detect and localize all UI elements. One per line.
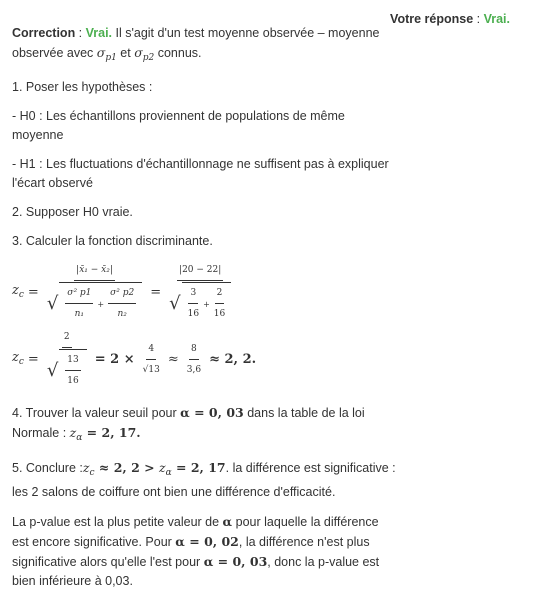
fraction-four — [143, 340, 160, 380]
step-2: 2. Supposer H0 vraie. — [12, 205, 133, 219]
zc-letter: z — [12, 282, 19, 298]
sqrt-thirteen: √13 — [142, 364, 160, 375]
user-answer — [390, 12, 510, 26]
sigma-p2-symbol: σ — [134, 45, 143, 60]
sigma-p2-sub: p2 — [142, 53, 155, 63]
z-alpha — [69, 425, 83, 443]
numeric-2-den: 16 — [213, 309, 226, 319]
z-alpha-sub: α — [76, 433, 83, 443]
step-5-text-b: . la différence est significative : les 2 salons de coiffure ont bien une différence d'efficacité. — [12, 461, 396, 499]
fraction-eight — [187, 340, 201, 380]
step-5-zalpha-letter: z — [158, 460, 166, 475]
numeric-fraction-1 — [188, 284, 199, 324]
fraction-general — [47, 261, 142, 324]
variance-2-num: σ² p2 — [108, 284, 136, 304]
sqrt-icon-2: √ — [169, 292, 181, 314]
zc-sub: c — [18, 289, 24, 300]
sqrt-icon-3: √ — [46, 359, 59, 381]
sigma-p1-sub: p1 — [105, 53, 117, 63]
times-two: = 2 × — [94, 352, 135, 367]
numeric-1-den: 16 — [187, 309, 200, 319]
sigma-p1 — [96, 45, 117, 63]
discriminant-formula — [12, 261, 397, 391]
fraction-numeric — [169, 261, 231, 324]
step-4 — [12, 403, 397, 448]
sqrt-numeric-content — [182, 282, 232, 324]
fraction-two-denominator — [47, 348, 87, 391]
hypothesis-h0: - H0 : Les échantillons proviennent de populations de même moyenne — [12, 109, 345, 142]
plus-sign-2: + — [203, 299, 210, 309]
hypothesis-h1: - H1 : Les fluctuations d'échantillonnage ne suffisent pas à expliquer l'écart observé — [12, 157, 389, 190]
variance-1-den: n₁ — [74, 309, 85, 319]
equals-sign-3: = — [27, 352, 39, 367]
step-5-zalpha — [158, 460, 172, 478]
pvalue-alpha: α — [222, 514, 233, 529]
variance-fraction-1 — [65, 284, 93, 324]
equals-sign-2: = — [150, 285, 162, 300]
formula-row-1 — [12, 261, 397, 324]
formula-row-2 — [12, 328, 397, 391]
approx-sign: ≈ — [167, 352, 179, 367]
sixteen: 16 — [67, 376, 79, 386]
z-alpha-value: = 2, 17. — [82, 425, 141, 440]
fraction-two — [47, 328, 87, 391]
four: 4 — [146, 340, 156, 360]
zc-sub-2: c — [18, 356, 24, 367]
zc-symbol-2 — [12, 348, 24, 372]
correction-text-2: connus. — [154, 46, 202, 60]
sigma-p1-symbol: σ — [96, 45, 106, 60]
pvalue-text-b: pour laquelle la différence est encore significative. Pour — [12, 515, 379, 549]
variance-1-num: σ² p1 — [65, 284, 93, 304]
three-six: 3,6 — [186, 364, 202, 375]
plus-sign: + — [97, 299, 105, 309]
step-5-comparison: ≈ 2, 2 > — [94, 460, 159, 475]
sigma-p2 — [134, 45, 155, 63]
correction-text-1: Il s'agit d'un test moyenne observée – moyenne observée avec — [12, 26, 380, 60]
fraction-numeric-numerator: |20 − 22| — [177, 261, 223, 281]
step-5-zc-sub: c — [89, 468, 95, 478]
numeric-fraction-2 — [214, 284, 225, 324]
correction-intro — [12, 24, 397, 68]
answer-colon: : — [473, 12, 484, 26]
fraction-numeric-denominator — [169, 281, 231, 324]
thirteen-sixteenths — [65, 351, 80, 391]
answer-label: Votre réponse — [390, 12, 474, 26]
pvalue-text-a: La p-value est la plus petite valeur de — [12, 515, 223, 529]
sqrt-general — [47, 282, 142, 324]
correction-block — [12, 24, 397, 601]
z-alpha-letter: z — [69, 425, 77, 440]
step-5-zalpha-sub: α — [165, 468, 172, 478]
numeric-1-num: 3 — [188, 284, 198, 304]
step-5-text-a: 5. Conclure : — [12, 461, 83, 475]
step-4-text-a: 4. Trouver la valeur seuil pour — [12, 406, 181, 420]
zc-symbol — [12, 281, 24, 305]
pvalue-text-c: , la différence n'est plus significative alors qu'elle l'est pour — [12, 535, 370, 569]
sqrt-numeric — [169, 282, 231, 324]
answer-value: Vrai. — [483, 12, 510, 26]
sqrt-icon: √ — [46, 292, 59, 314]
sqrt-two-content — [59, 349, 86, 391]
fraction-general-denominator — [47, 281, 142, 324]
step-5 — [12, 458, 397, 502]
correction-colon: : — [75, 26, 86, 40]
equals-sign: = — [27, 285, 39, 300]
step-4-text-b: dans la table de la loi Normale : — [12, 406, 365, 440]
correction-label: Correction — [12, 26, 76, 40]
step-3: 3. Calculer la fonction discriminante. — [12, 234, 213, 248]
pvalue-text-d: , donc la p-value est bien inférieure à 0,03. — [12, 555, 380, 588]
variance-2-den: n₂ — [117, 309, 127, 319]
pvalue-alpha-002: α = 0, 02 — [175, 534, 239, 549]
step-5-zc — [82, 460, 95, 478]
step-5-zalpha-value: = 2, 17 — [171, 460, 226, 475]
step-5-zc-letter: z — [82, 460, 90, 475]
numeric-2-num: 2 — [215, 284, 225, 304]
sqrt-general-content — [59, 282, 142, 324]
fraction-general-numerator: |x̄₁ − x̄₂| — [74, 261, 115, 281]
fraction-two-numerator: 2 — [62, 328, 72, 348]
sqrt-two — [47, 349, 87, 391]
correction-value: Vrai. — [85, 26, 113, 40]
pvalue-paragraph — [12, 512, 397, 591]
zc-letter-2: z — [12, 349, 19, 365]
variance-fraction-2 — [108, 284, 136, 324]
step-1: 1. Poser les hypothèses : — [12, 80, 153, 94]
correction-and: et — [116, 46, 135, 60]
zc-result: ≈ 2, 2. — [209, 352, 257, 367]
step-4-alpha: α = 0, 03 — [180, 405, 244, 420]
eight: 8 — [189, 340, 199, 360]
pvalue-alpha-003: α = 0, 03 — [203, 554, 268, 569]
thirteen: 13 — [65, 351, 80, 371]
